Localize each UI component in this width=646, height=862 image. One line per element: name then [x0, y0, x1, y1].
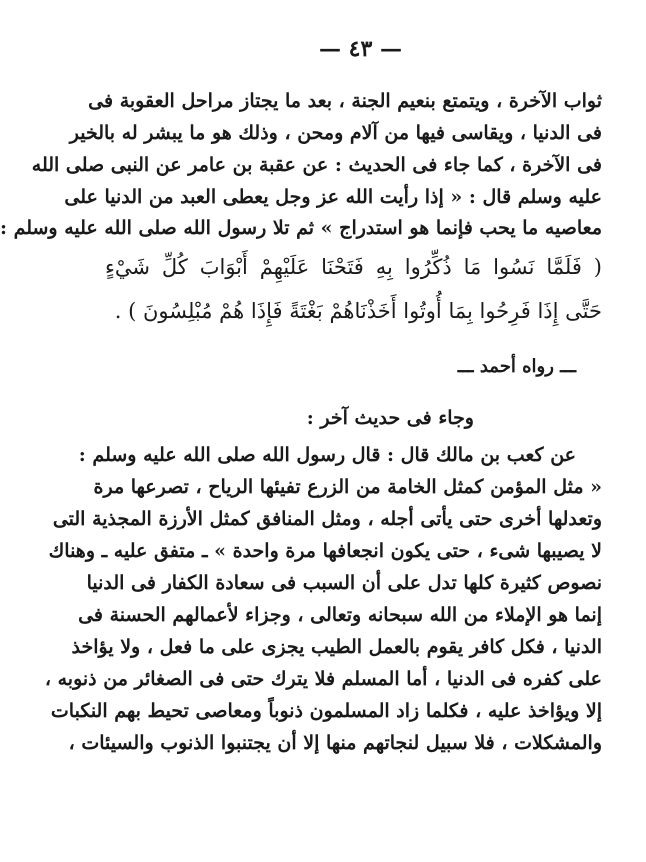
- paragraph-line: « مثل المؤمن كمثل الخامة من الزرع تفيئها الرياح ، تصرعها مرة: [93, 476, 602, 498]
- page-number: — ٤٣ —: [319, 36, 402, 62]
- paragraph-line: إنما هو الإملاء من الله سبحانه وتعالى ، وجزاء لأعمالهم الحسنة فى: [78, 604, 602, 626]
- quran-verse-line: ( فَلَمَّا نَسُوا مَا ذُكِّرُوا بِهِ فَتَحْنَا عَلَيْهِمْ أَبْوَابَ كُلِّ شَيْءٍ: [105, 255, 602, 279]
- section-intro: وجاء فى حديث آخر :: [306, 407, 474, 429]
- paragraph-line: لا يصيبها شىء ، حتى يكون انجعافها مرة واحدة » ـ متفق عليه ـ وهناك: [48, 540, 602, 562]
- paragraph-line: على كفره فى الدنيا ، أما المسلم فلا يترك حتى فى الصغائر من ذنوبه ،: [44, 668, 602, 690]
- paragraph-line: فى الدنيا ، ويقاسى فيها من آلام ومحن ، وذلك هو ما يبشر له بالخير: [69, 122, 602, 144]
- paragraph-line: نصوص كثيرة كلها تدل على أن السبب فى سعادة الكفار فى الدنيا: [86, 572, 602, 594]
- paragraph-line: فى الآخرة ، كما جاء فى الحديث : عن عقبة بن عامر عن النبى صلى الله: [31, 154, 602, 176]
- paragraph-line: والمشكلات ، فلا سبيل لنجاتهم منها إلا أن يجتنبوا الذنوب والسيئات ،: [68, 732, 602, 754]
- paragraph-line: عن كعب بن مالك قال : قال رسول الله صلى الله عليه وسلم :: [78, 444, 576, 466]
- paragraph-line: إلا ويؤاخذ عليه ، فكلما زاد المسلمون ذنوباً ومعاصى تحيط بهم النكبات: [50, 700, 602, 722]
- hadith-attribution: ـــ رواه أحمد ـــ: [457, 356, 576, 377]
- paragraph-line: عليه وسلم قال : « إذا رأيت الله عز وجل يعطى العبد من الدنيا على: [64, 186, 602, 208]
- paragraph-line: الدنيا ، فكل كافر يقوم بالعمل الطيب يجزى على ما فعل ، ولا يؤاخذ: [71, 636, 602, 658]
- paragraph-line: ثواب الآخرة ، ويتمتع بنعيم الجنة ، بعد ما يجتاز مراحل العقوبة فى: [88, 90, 602, 112]
- quran-verse-line: حَتَّى إِذَا فَرِحُوا بِمَا أُوتُوا أَخَذْنَاهُمْ بَغْتَةً فَإِذَا هُمْ مُبْلِسُونَ ) .: [114, 299, 602, 323]
- paragraph-line: وتعدلها أخرى حتى يأتى أجله ، ومثل المنافق كمثل الأرزة المجذية التى: [52, 508, 602, 530]
- paragraph-line: معاصيه ما يحب فإنما هو استدراج » ثم تلا رسول الله صلى الله عليه وسلم :: [0, 217, 602, 239]
